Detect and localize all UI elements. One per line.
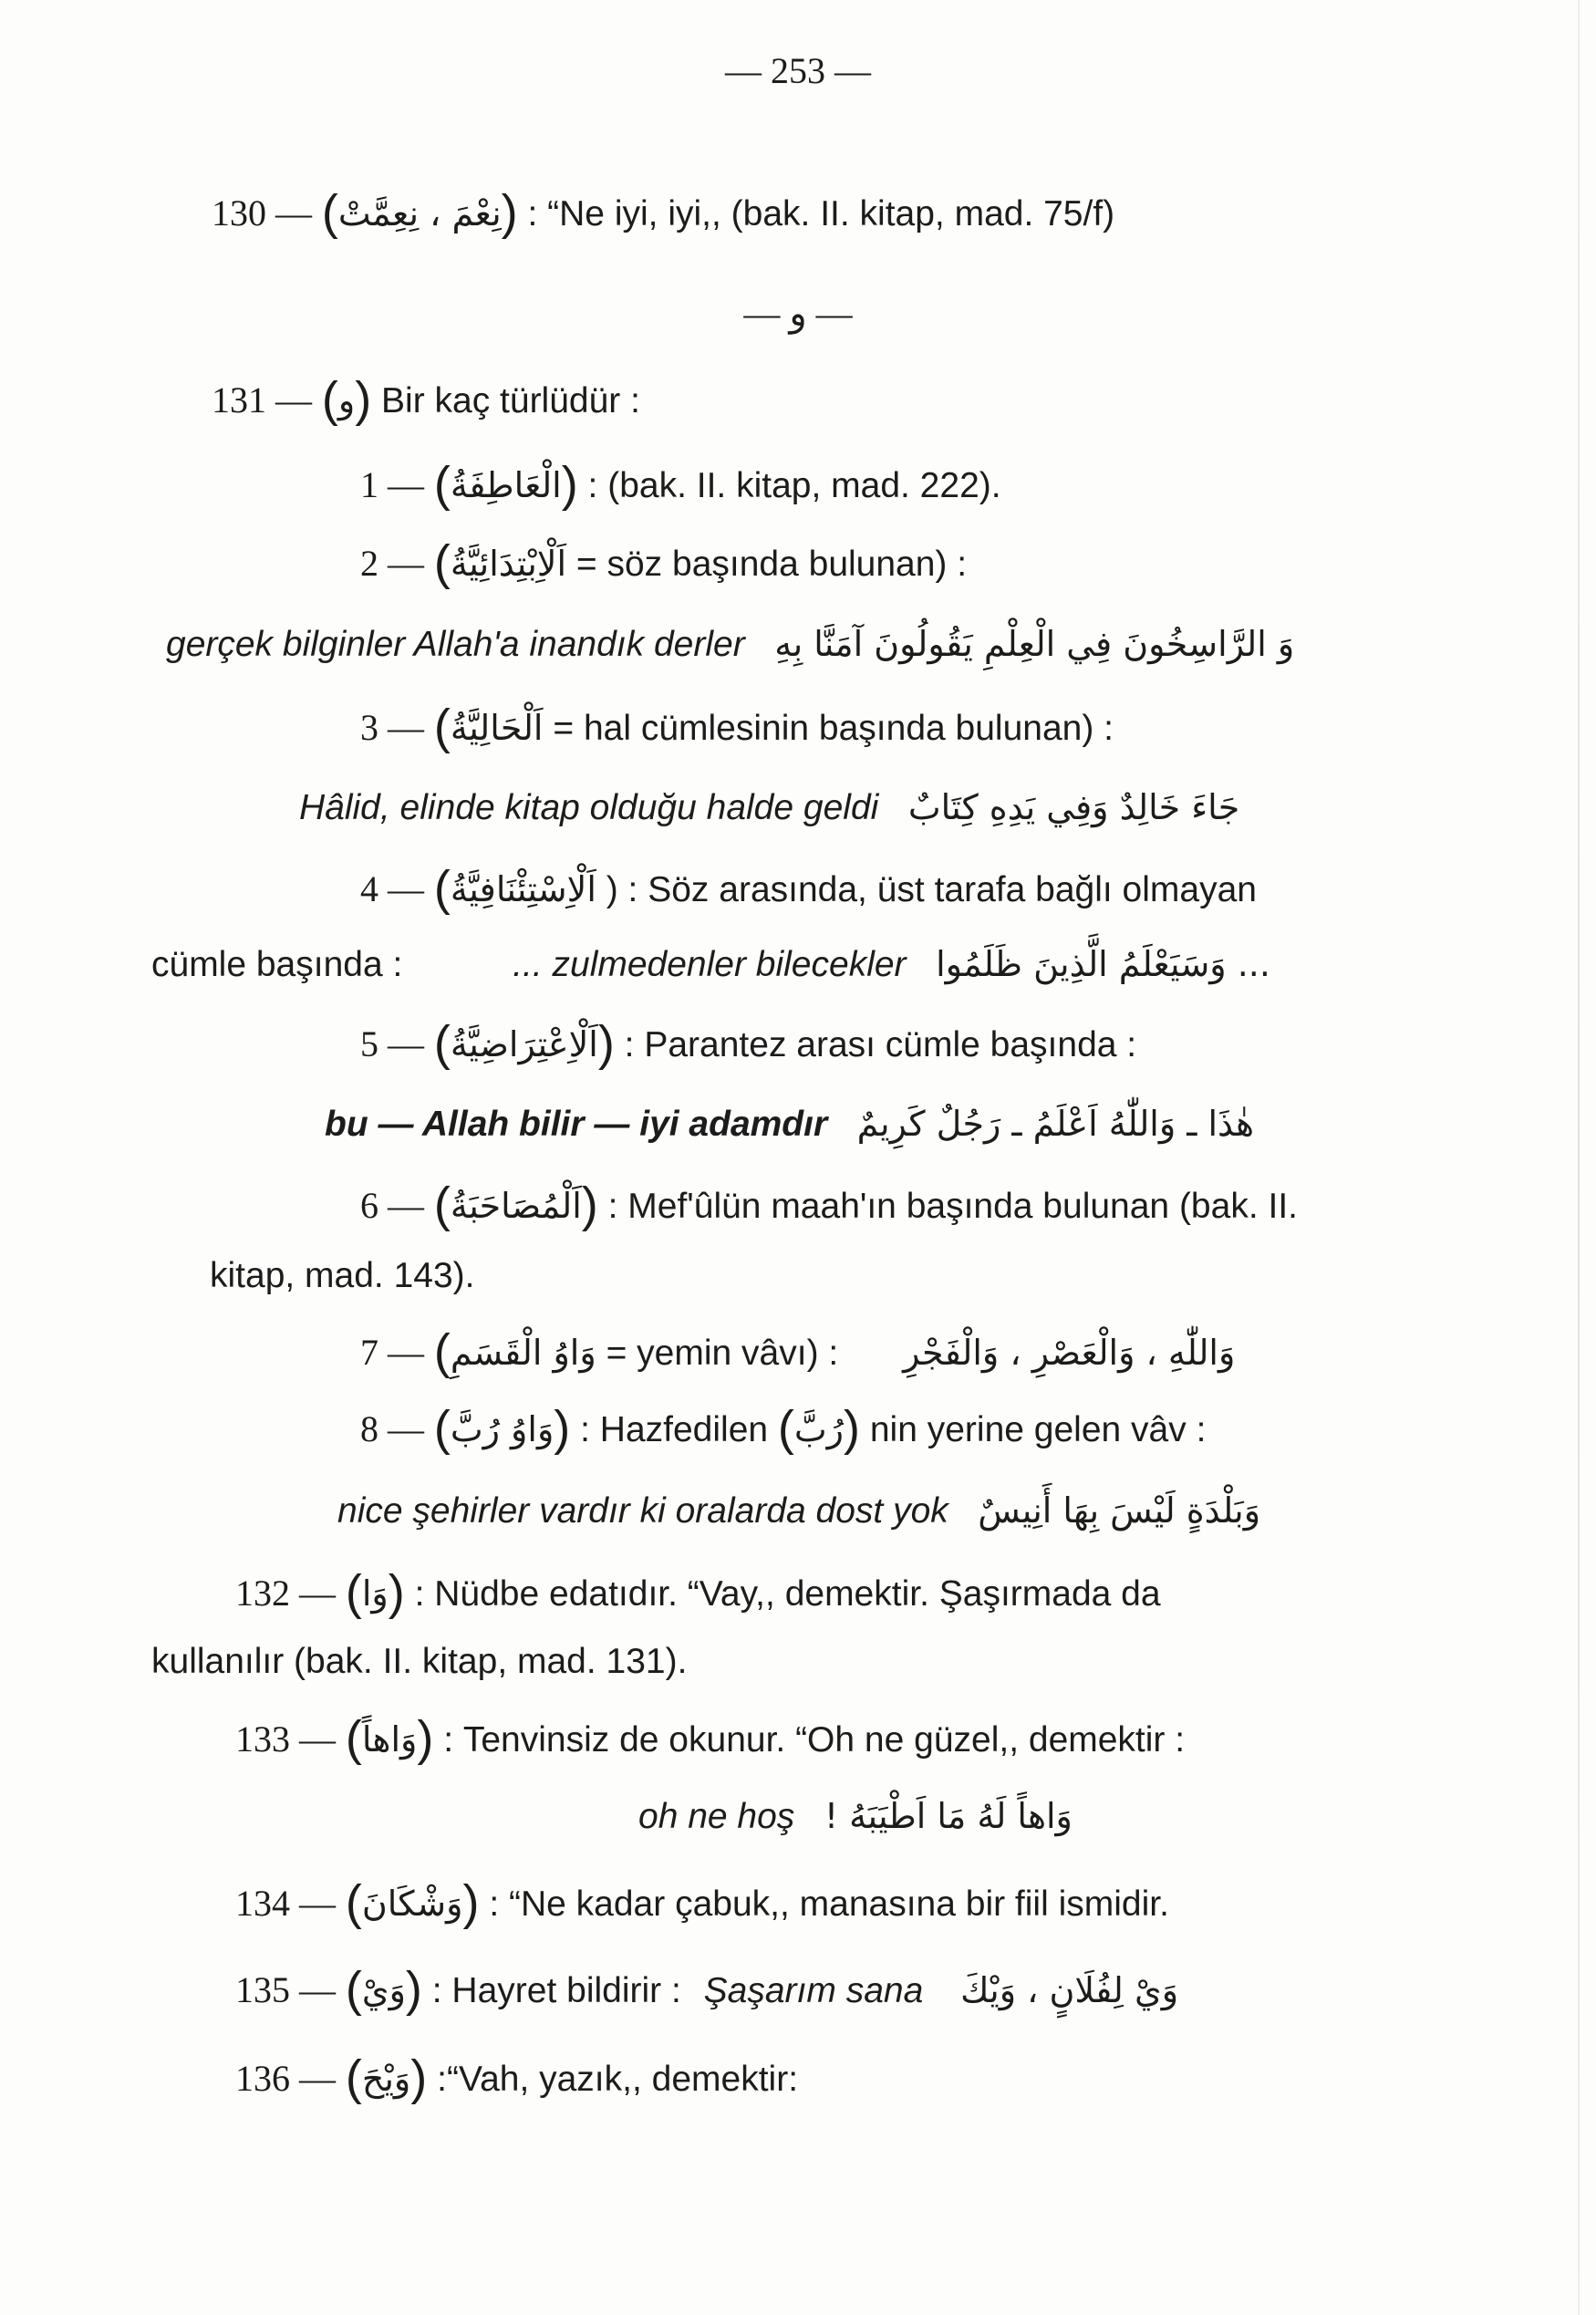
example-translation: bu — Allah bilir — iyi adamdır: [325, 1105, 828, 1144]
arabic-example: وَاهاً لَهُ مَا اَطْيَبَهُ !: [824, 1796, 1073, 1836]
arabic-term: اَلْاِبْتِدَائِيَّةُ: [450, 544, 567, 584]
entry-text: : Hayret bildirir :: [431, 1971, 681, 2010]
arabic-term: اَلْحَالِيَّةُ: [450, 708, 544, 748]
arabic-term: الْعَاطِفَةُ: [450, 465, 562, 505]
arabic-term: وَاهاً: [361, 1719, 418, 1760]
entry-133: 133 — (وَاهاً) : Tenvinsiz de okunur. “Oh ne güzel,, demektir :: [235, 1711, 1186, 1766]
entry-text: ) : Söz arasında, üst tarafa bağlı olmayan: [606, 870, 1257, 909]
arabic-term: وَيْحَ: [361, 2059, 411, 2099]
entry-number: 5 —: [360, 1023, 424, 1064]
entry-text: : Nüdbe edatıdır. “Vay,, demektir. Şaşırmada da: [414, 1574, 1161, 1614]
arabic-term: وَا: [361, 1573, 389, 1614]
entry-136: 136 — (وَيْحَ) :“Vah, yazık,, demektir:: [235, 2050, 799, 2105]
example-line: [151, 940, 1270, 989]
continuation-line: kullanılır (bak. II. kitap, mad. 131).: [151, 1642, 688, 1681]
entry-135: 135 — (وَيْ) : Hayret bildirir : Şaşarım sana وَيْ لِفُلَانٍ ، وَيْكَ: [235, 1962, 1179, 2017]
entry-text: : “Ne iyi, iyi,, (bak. II. kitap, mad. 75/f): [527, 194, 1115, 234]
example-translation: oh ne hoş: [638, 1797, 795, 1836]
arabic-term: رُبَّ: [793, 1409, 845, 1449]
entry-number: 2 —: [360, 543, 424, 584]
entry-number: 134 —: [235, 1883, 336, 1924]
page-edge-shadow: [1578, 0, 1580, 2315]
arabic-example: ... وَسَيَعْلَمُ الَّذِينَ ظَلَمُوا: [936, 944, 1270, 984]
example-line: [337, 1487, 1260, 1535]
entry-number: 4 —: [360, 868, 424, 909]
sub-entry-8: 8 — (وَاوُ رُبَّ) : Hazfedilen (رُبَّ) nin yerine gelen vâv :: [360, 1401, 1207, 1456]
entry-text: Bir kaç türlüdür :: [381, 381, 640, 420]
entry-text: = yemin vâvı) :: [606, 1334, 839, 1373]
example-translation: gerçek bilginler Allah'a inandık derler: [166, 625, 745, 664]
entry-text: : Mef'ûlün maah'ın başında bulunan (bak. II.: [607, 1187, 1298, 1226]
continuation-line: kitap, mad. 143).: [210, 1256, 475, 1295]
example-line: [166, 620, 1294, 669]
entry-text: : Hazfedilen: [580, 1410, 769, 1449]
entry-number: 130 —: [212, 192, 312, 234]
example-translation: Şaşarım sana: [703, 1971, 924, 2010]
example-translation: Hâlid, elinde kitap olduğu halde geldi: [299, 788, 879, 827]
sub-entry-3: 3 — (اَلْحَالِيَّةُ = hal cümlesinin başında bulunan) :: [360, 700, 1114, 754]
example-line: [638, 1792, 1073, 1841]
page-number: — 253 —: [725, 50, 871, 91]
entry-number: 131 —: [212, 379, 312, 420]
arabic-example: هٰذَا ـ وَاللّٰهُ اَعْلَمُ ـ رَجُلٌ كَرِيمٌ: [856, 1104, 1255, 1144]
sub-entry-7: 7 — (وَاوُ الْقَسَمِ = yemin vâvı) : وَاللّٰهِ ، وَالْعَصْرِ ، وَالْفَجْرِ: [360, 1324, 1236, 1379]
sub-entry-6: 6 — (اَلْمُصَاحَبَةُ) : Mef'ûlün maah'ın başında bulunan (bak. II.: [360, 1178, 1298, 1232]
entry-134: 134 — (وَشْكَانَ) : “Ne kadar çabuk,, manasına bir fiil ismidir.: [235, 1875, 1169, 1930]
example-line: [299, 784, 1239, 832]
arabic-term: اَلْاِسْتِئْنَافِيَّةُ: [450, 869, 596, 909]
entry-number: 133 —: [235, 1718, 336, 1760]
arabic-example: وَاللّٰهِ ، وَالْعَصْرِ ، وَالْفَجْرِ: [903, 1333, 1236, 1373]
line-lead: cümle başında :: [151, 945, 403, 984]
arabic-term: نِعْمَ ، نِعِمَّتْ: [337, 193, 502, 234]
example-translation: nice şehirler vardır ki oralarda dost yok: [337, 1491, 948, 1531]
example-translation: ... zulmedenler bilecekler: [513, 945, 907, 984]
entry-text: = söz başında bulunan) :: [575, 545, 968, 584]
entry-number: 7 —: [360, 1332, 424, 1373]
arabic-example: وَبَلْدَةٍ لَيْسَ بِهَا أَنِيسٌ: [978, 1490, 1261, 1531]
entry-131: 131 — (و) Bir kaç türlüdür :: [212, 372, 640, 427]
entry-number: 132 —: [235, 1573, 336, 1614]
arabic-term: وَاوُ رُبَّ: [450, 1409, 554, 1449]
sub-entry-2: 2 — (اَلْاِبْتِدَائِيَّةُ = söz başında bulunan) :: [360, 535, 968, 590]
entry-number: 3 —: [360, 707, 424, 748]
entry-text: : “Ne kadar çabuk,, manasına bir fiil ismidir.: [489, 1884, 1169, 1924]
example-line: [325, 1100, 1254, 1148]
arabic-example: وَيْ لِفُلَانٍ ، وَيْكَ: [960, 1970, 1179, 2010]
entry-text: nin yerine gelen vâv :: [869, 1410, 1207, 1449]
entry-132: 132 — (وَا) : Nüdbe edatıdır. “Vay,, demektir. Şaşırmada da: [235, 1565, 1161, 1620]
entry-text: : (bak. II. kitap, mad. 222).: [587, 466, 1001, 505]
arabic-example: وَ الرَّاسِخُونَ فِي الْعِلْمِ يَقُولُونَ آمَنَّا بِهِ: [774, 624, 1295, 664]
arabic-term: اَلْمُصَاحَبَةُ: [450, 1186, 582, 1226]
arabic-term: و: [337, 380, 356, 420]
entry-number: 1 —: [360, 464, 424, 505]
entry-text: : Parantez arası cümle başında :: [624, 1025, 1137, 1064]
arabic-term: وَيْ: [361, 1970, 406, 2010]
section-divider: — و —: [743, 293, 853, 334]
sub-entry-1: 1 — (الْعَاطِفَةُ) : (bak. II. kitap, mad. 222).: [360, 457, 1001, 512]
entry-number: 136 —: [235, 2058, 336, 2099]
entry-number: 6 —: [360, 1185, 424, 1226]
entry-text: :“Vah, yazık,, demektir:: [437, 2060, 799, 2099]
arabic-term: اَلْاِعْتِرَاضِيَّةُ: [450, 1024, 598, 1064]
arabic-example: جَاءَ خَالِدٌ وَفِي يَدِهِ كِتَابٌ: [907, 787, 1240, 827]
entry-number: 8 —: [360, 1408, 424, 1449]
entry-number: 135 —: [235, 1969, 336, 2010]
sub-entry-5: 5 — (اَلْاِعْتِرَاضِيَّةُ) : Parantez arası cümle başında :: [360, 1016, 1137, 1071]
arabic-term: وَشْكَانَ: [361, 1884, 463, 1924]
entry-text: : Tenvinsiz de okunur. “Oh ne güzel,, demektir :: [443, 1720, 1186, 1760]
sub-entry-4: 4 — (اَلْاِسْتِئْنَافِيَّةُ ) : Söz arasında, üst tarafa bağlı olmayan: [360, 861, 1257, 916]
entry-text: = hal cümlesinin başında bulunan) :: [553, 709, 1114, 748]
entry-130: 130 — (نِعْمَ ، نِعِمَّتْ) : “Ne iyi, iyi,, (bak. II. kitap, mad. 75/f): [212, 185, 1115, 240]
arabic-term: وَاوُ الْقَسَمِ: [450, 1333, 596, 1373]
